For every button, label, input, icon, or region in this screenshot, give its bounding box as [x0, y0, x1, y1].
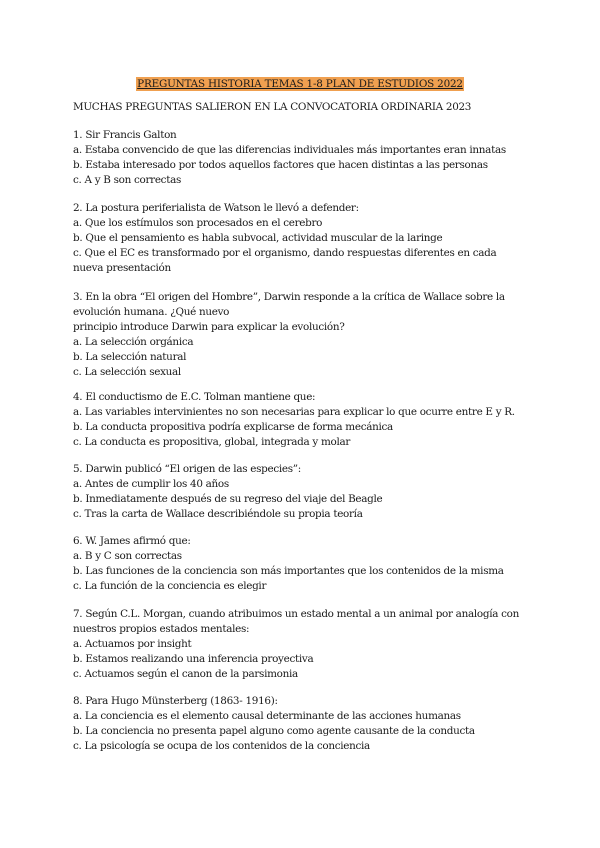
question-3	[73, 290, 525, 380]
question-stem: 2. La postura periferialista de Watson le llevó a defender:	[73, 202, 359, 214]
option-c: c. La selección sexual	[73, 366, 181, 378]
option-a: a. Antes de cumplir los 40 años	[73, 478, 229, 490]
title-container	[0, 72, 600, 91]
option-c: c. Que el EC es transformado por el organismo, dando respuestas diferentes en cada nueva presentación	[73, 247, 497, 274]
option-b: b. Que el pensamiento es habla subvocal, actividad muscular de la laringe	[73, 232, 443, 244]
option-a: a. Actuamos por insight	[73, 638, 192, 650]
question-8	[73, 694, 525, 754]
option-a: a. Estaba convencido de que las diferencias individuales más importantes eran innatas	[73, 144, 506, 156]
question-stem: 3. En la obra “El origen del Hombre”, Darwin responde a la crítica de Wallace sobre la evolución humana. ¿Qué nuevo	[73, 291, 505, 318]
option-b: b. La conciencia no presenta papel alguno como agente causante de la conducta	[73, 725, 475, 737]
option-b: b. Estaba interesado por todos aquellos factores que hacen distintas a las personas	[73, 159, 488, 171]
question-stem: 5. Darwin publicó “El origen de las especies”:	[73, 463, 301, 475]
question-stem: 6. W. James afirmó que:	[73, 535, 191, 547]
option-b: b. La conducta propositiva podría explicarse de forma mecánica	[73, 421, 393, 433]
option-b: b. La selección natural	[73, 351, 187, 363]
option-a: a. Que los estímulos son procesados en el cerebro	[73, 217, 323, 229]
question-6	[73, 534, 525, 594]
option-c: c. A y B son correctas	[73, 174, 182, 186]
option-a: a. B y C son correctas	[73, 550, 182, 562]
option-a: a. La selección orgánica	[73, 336, 194, 348]
option-c: c. Tras la carta de Wallace describiéndole su propia teoría	[73, 508, 363, 520]
question-stem: 1. Sir Francis Galton	[73, 129, 177, 141]
option-c: c. Actuamos según el canon de la parsimonia	[73, 668, 298, 680]
option-c: c. La función de la conciencia es elegir	[73, 580, 267, 592]
question-stem-continued: principio introduce Darwin para explicar la evolución?	[73, 321, 345, 333]
question-5	[73, 462, 525, 522]
option-a: a. Las variables intervinientes no son necesarias para explicar lo que ocurre entre E y R.	[73, 406, 515, 418]
option-c: c. La psicología se ocupa de los contenidos de la conciencia	[73, 740, 370, 752]
option-b: b. Las funciones de la conciencia son más importantes que los contenidos de la misma	[73, 565, 504, 577]
option-b: b. Inmediatamente después de su regreso del viaje del Beagle	[73, 493, 383, 505]
document-title: PREGUNTAS HISTORIA TEMAS 1-8 PLAN DE ESTUDIOS 2022	[137, 78, 463, 90]
question-stem: 4. El conductismo de E.C. Tolman mantiene que:	[73, 391, 316, 403]
question-4	[73, 390, 525, 450]
question-stem: 7. Según C.L. Morgan, cuando atribuimos un estado mental a un animal por analogía con nuestros propios estados mentales:	[73, 608, 519, 635]
document-subtitle: MUCHAS PREGUNTAS SALIERON EN LA CONVOCATORIA ORDINARIA 2023	[73, 101, 472, 113]
question-stem: 8. Para Hugo Münsterberg (1863- 1916):	[73, 695, 278, 707]
question-1	[73, 128, 525, 188]
option-a: a. La conciencia es el elemento causal determinante de las acciones humanas	[73, 710, 461, 722]
question-2	[73, 201, 525, 276]
option-c: c. La conducta es propositiva, global, integrada y molar	[73, 436, 351, 448]
option-b: b. Estamos realizando una inferencia proyectiva	[73, 653, 314, 665]
question-7	[73, 607, 525, 682]
